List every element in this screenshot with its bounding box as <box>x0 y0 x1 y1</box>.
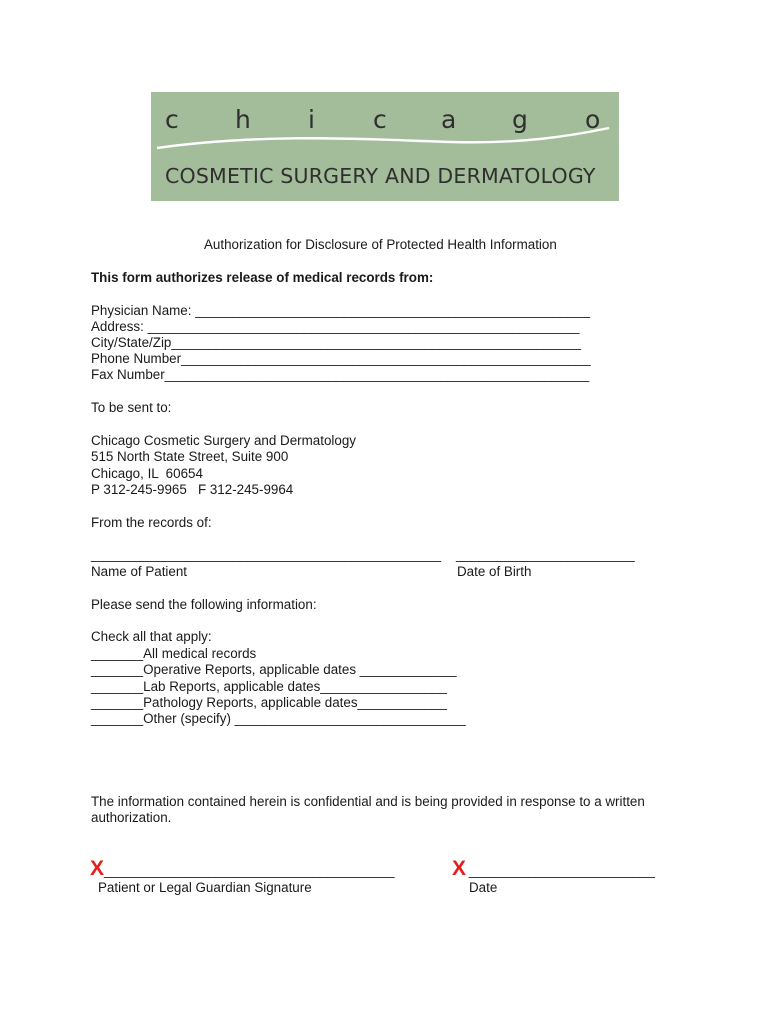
send-to-label: To be sent to: <box>91 400 172 415</box>
form-heading: This form authorizes release of medical records from: <box>91 270 434 285</box>
address-field[interactable]: Address: __________________________________________________________ <box>91 319 580 334</box>
logo-letter: c <box>373 105 387 134</box>
logo-subtitle: COSMETIC SURGERY AND DERMATOLOGY <box>165 164 596 188</box>
form-title: Authorization for Disclosure of Protected Health Information <box>204 237 557 252</box>
logo-letter: g <box>512 105 528 134</box>
date-of-birth-label: Date of Birth <box>457 564 532 579</box>
confidentiality-notice-cont: authorization. <box>91 810 172 825</box>
recipient-street: 515 North State Street, Suite 900 <box>91 449 289 464</box>
date-x-mark: X <box>452 857 467 880</box>
send-info-label: Please send the following information: <box>91 597 317 612</box>
signature-x-mark: X <box>90 857 105 880</box>
logo-letter: i <box>308 105 315 134</box>
check-lab-reports[interactable]: _______Lab Reports, applicable dates_________________ <box>91 679 447 694</box>
logo-letter: a <box>441 105 457 134</box>
check-operative-reports[interactable]: _______Operative Reports, applicable dates _____________ <box>91 662 457 677</box>
check-all-medical-records[interactable]: _______All medical records <box>91 646 257 661</box>
physician-name-field[interactable]: Physician Name: _____________________________________________________ <box>91 303 590 318</box>
phone-number-field[interactable]: Phone Number_______________________________________________________ <box>91 351 591 366</box>
check-pathology-reports[interactable]: _______Pathology Reports, applicable dates____________ <box>91 695 447 710</box>
check-all-label: Check all that apply: <box>91 629 212 644</box>
records-of-label: From the records of: <box>91 515 212 530</box>
recipient-name: Chicago Cosmetic Surgery and Dermatology <box>91 433 356 448</box>
date-of-birth-field[interactable]: ________________________ <box>456 547 635 562</box>
logo-letter: h <box>235 105 251 134</box>
check-other[interactable]: _______Other (specify) _______________________________ <box>91 711 466 726</box>
signature-date-label: Date <box>469 880 498 895</box>
patient-name-field[interactable]: _______________________________________________ <box>91 547 442 562</box>
logo-letter: o <box>585 105 601 134</box>
signature-date-field[interactable]: _________________________ <box>465 863 655 878</box>
signature-label: Patient or Legal Guardian Signature <box>98 880 312 895</box>
confidentiality-notice: The information contained herein is confidential and is being provided in response to a written <box>91 794 645 809</box>
logo-letter: c <box>165 105 179 134</box>
patient-name-label: Name of Patient <box>91 564 188 579</box>
recipient-phone-fax: P 312-245-9965 F 312-245-9964 <box>91 482 294 497</box>
city-state-zip-field[interactable]: City/State/Zip_______________________________________________________ <box>91 335 581 350</box>
practice-logo <box>151 92 619 201</box>
signature-field[interactable]: _______________________________________ <box>104 863 395 878</box>
recipient-city: Chicago, IL 60654 <box>91 466 203 481</box>
fax-number-field[interactable]: Fax Number_________________________________________________________ <box>91 367 590 382</box>
